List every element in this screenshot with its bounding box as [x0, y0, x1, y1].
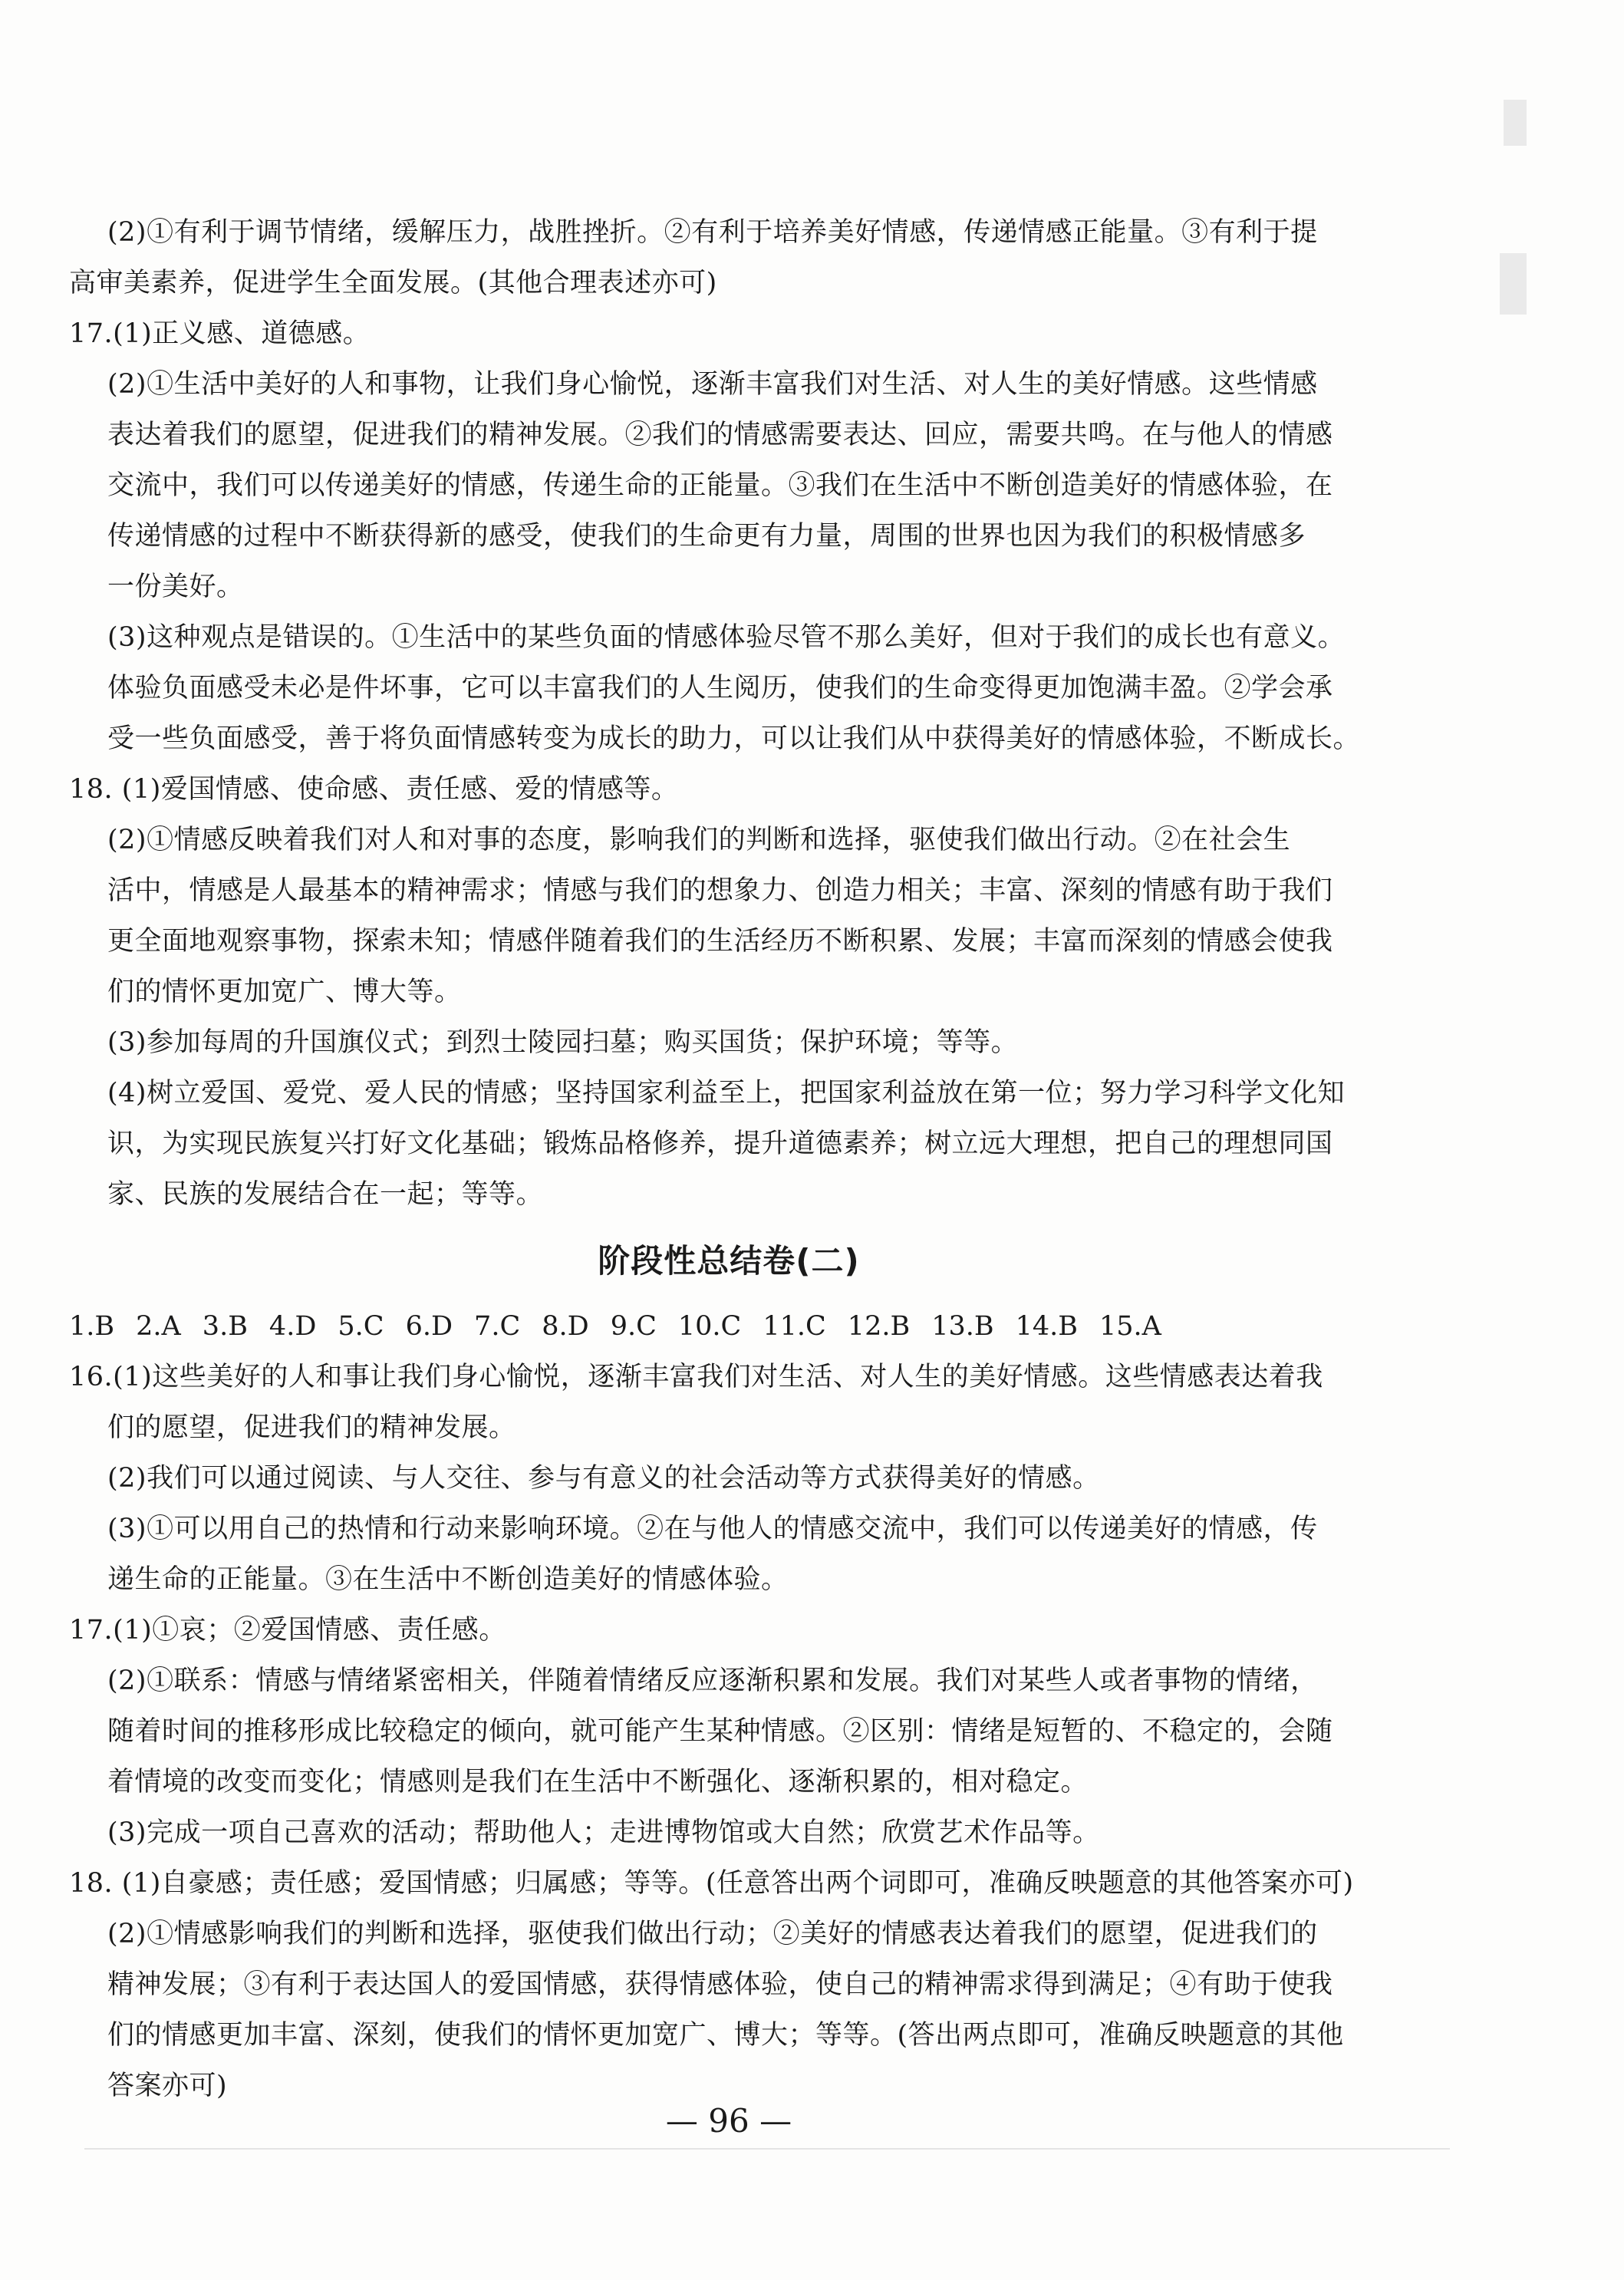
mc-answer: 12.B — [847, 1311, 911, 1342]
text-line: (3)完成一项自己喜欢的活动；帮助他人；走进博物馆或大自然；欣赏艺术作品等。 — [107, 1817, 1100, 1848]
text-line: 传递情感的过程中不断获得新的感受，使我们的生命更有力量，周围的世界也因为我们的积极情感多 — [107, 521, 1306, 552]
text-line: 答案亦可) — [107, 2071, 228, 2101]
text-line: (2)①生活中美好的人和事物，让我们身心愉悦，逐渐丰富我们对生活、对人生的美好情感。这些情感 — [107, 369, 1318, 400]
mc-answer: 9.C — [610, 1311, 657, 1342]
text-line: 17.(1)正义感、道德感。 — [69, 318, 371, 349]
text-line: 17.(1)①哀；②爱国情感、责任感。 — [69, 1615, 506, 1646]
mc-answer: 11.C — [763, 1311, 826, 1342]
text-line: 们的情怀更加宽广、博大等。 — [107, 977, 462, 1007]
text-line: 交流中，我们可以传递美好的情感，传递生命的正能量。③我们在生活中不断创造美好的情感体验，在 — [107, 470, 1333, 501]
mc-answer: 3.B — [202, 1311, 248, 1342]
question-18-section1 — [69, 764, 1388, 1220]
text-line: 随着时间的推移形成比较稳定的倾向，就可能产生某种情感。②区别：情绪是短暂的、不稳定的，会随 — [107, 1716, 1333, 1747]
text-line: (3)这种观点是错误的。①生活中的某些负面的情感体验尽管不那么美好，但对于我们的成长也有意义。 — [107, 622, 1346, 653]
mc-answer: 4.D — [268, 1311, 317, 1342]
text-line: 体验负面感受未必是件坏事，它可以丰富我们的人生阅历，使我们的生命变得更加饱满丰盈。②学会承 — [107, 673, 1333, 703]
question-18-section2 — [69, 1858, 1388, 2111]
text-line: (2)我们可以通过阅读、与人交往、参与有意义的社会活动等方式获得美好的情感。 — [107, 1463, 1100, 1494]
text-line: 识，为实现民族复兴打好文化基础；锻炼品格修养，提升道德素养；树立远大理想，把自己的理想同国 — [107, 1128, 1333, 1159]
mc-answer: 8.D — [542, 1311, 589, 1342]
mc-answer: 14.B — [1015, 1311, 1078, 1342]
question-17-section1 — [69, 308, 1388, 764]
text-line: (3)①可以用自己的热情和行动来影响环境。②在与他人的情感交流中，我们可以传递美好的情感，传 — [107, 1514, 1318, 1544]
text-line: 受一些负面感受，善于将负面情感转变为成长的助力，可以让我们从中获得美好的情感体验，不断成长。 — [107, 723, 1361, 754]
answer-content — [69, 207, 1388, 2111]
text-line: (3)参加每周的升国旗仪式；到烈士陵园扫墓；购买国货；保护环境；等等。 — [107, 1027, 1019, 1058]
text-line: 递生命的正能量。③在生活中不断创造美好的情感体验。 — [107, 1564, 789, 1595]
text-line: 们的愿望，促进我们的精神发展。 — [107, 1412, 516, 1443]
mc-answer: 5.C — [338, 1311, 384, 1342]
mc-answer: 13.B — [931, 1311, 994, 1342]
text-line: 表达着我们的愿望，促进我们的精神发展。②我们的情感需要表达、回应，需要共鸣。在与他人的情感 — [107, 420, 1333, 450]
mc-answer: 7.C — [474, 1311, 521, 1342]
bottom-divider — [84, 2148, 1450, 2150]
prev-question-block — [69, 207, 1388, 308]
scan-mark — [1504, 100, 1527, 146]
mc-answer: 15.A — [1099, 1311, 1161, 1342]
text-line: 一份美好。 — [107, 572, 244, 602]
text-line: (4)树立爱国、爱党、爱人民的情感；坚持国家利益至上，把国家利益放在第一位；努力学习科学文化知 — [107, 1078, 1346, 1109]
mc-answer: 2.A — [136, 1311, 181, 1342]
section-title: 阶段性总结卷(二) — [598, 1242, 860, 1280]
mc-answer: 1.B — [69, 1311, 115, 1342]
text-line: 活中，情感是人最基本的精神需求；情感与我们的想象力、创造力相关；丰富、深刻的情感有助于我们 — [107, 875, 1333, 906]
text-line: 18. (1)自豪感；责任感；爱国情感；归属感；等等。(任意答出两个词即可，准确反映题意的其他答案亦可) — [69, 1868, 1354, 1899]
text-line: (2)①情感反映着我们对人和对事的态度，影响我们的判断和选择，驱使我们做出行动。②在社会生 — [107, 825, 1291, 855]
text-line: 们的情感更加丰富、深刻，使我们的情怀更加宽广、博大；等等。(答出两点即可，准确反映题意的其他 — [107, 2020, 1344, 2051]
text-line: 精神发展；③有利于表达国人的爱国情感，获得情感体验，使自己的精神需求得到满足；④有助于使我 — [107, 1969, 1333, 2000]
scan-mark — [1500, 253, 1527, 315]
question-17-section2 — [69, 1605, 1388, 1858]
mc-answer: 10.C — [677, 1311, 742, 1342]
multiple-choice-answers — [69, 1301, 1388, 1352]
text-line: 18. (1)爱国情感、使命感、责任感、爱的情感等。 — [69, 774, 679, 805]
text-line: 更全面地观察事物，探索未知；情感伴随着我们的生活经历不断积累、发展；丰富而深刻的情感会使我 — [107, 926, 1333, 957]
text-line: 高审美素养，促进学生全面发展。(其他合理表述亦可) — [69, 268, 717, 298]
text-line: 家、民族的发展结合在一起；等等。 — [107, 1179, 544, 1210]
text-line: (2)①情感影响我们的判断和选择，驱使我们做出行动；②美好的情感表达着我们的愿望，促进我们的 — [107, 1919, 1318, 1949]
mc-answer: 6.D — [405, 1311, 453, 1342]
text-line: (2)①有利于调节情绪，缓解压力，战胜挫折。②有利于培养美好情感，传递情感正能量。③有利于提 — [107, 217, 1318, 248]
text-line: 着情境的改变而变化；情感则是我们在生活中不断强化、逐渐积累的，相对稳定。 — [107, 1767, 1089, 1797]
text-line: (2)①联系：情感与情绪紧密相关，伴随着情绪反应逐渐积累和发展。我们对某些人或者事物的情绪， — [107, 1666, 1318, 1696]
question-16-section2 — [69, 1352, 1388, 1605]
text-line: 16.(1)这些美好的人和事让我们身心愉悦，逐渐丰富我们对生活、对人生的美好情感。这些情感表达着我 — [69, 1362, 1323, 1392]
page-number: — 96 — — [665, 2102, 792, 2140]
